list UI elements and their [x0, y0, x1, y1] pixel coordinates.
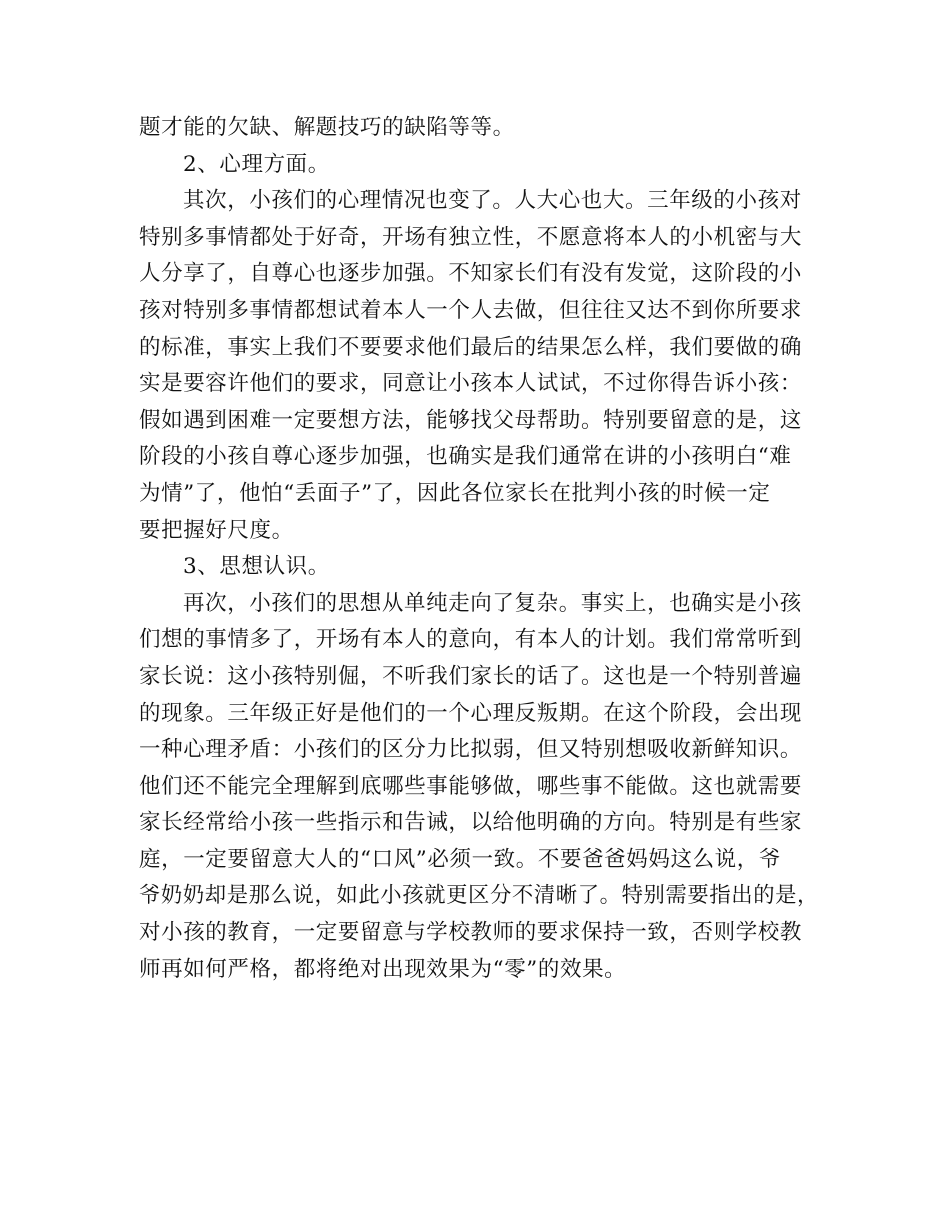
text-line-18: 一种心理矛盾：小孩们的区分力比拟弱，但又特别想吸收新鲜知识。 — [139, 737, 803, 763]
text-line-11: 为情”了，他怕“丢面子”了，因此各位家长在批判小孩的时候一定 — [139, 480, 771, 506]
text-line-1: 题才能的欠缺、解题技巧的缺陷等等。 — [139, 115, 515, 140]
text-line-6: 孩对特别多事情都想试着本人一个人去做，但往往又达不到你所要求 — [139, 297, 803, 323]
text-line-17: 的现象。三年级正好是他们的一个心理反叛期。在这个阶段，会出现 — [139, 700, 803, 726]
text-line-12: 要把握好尺度。 — [139, 517, 294, 543]
text-line-16: 家长说：这小孩特别倔，不听我们家长的话了。这也是一个特别普遍 — [139, 663, 803, 689]
text-line-13: 3、思想认识。 — [183, 554, 330, 580]
text-line-8: 实是要容许他们的要求，同意让小孩本人试试，不过你得告诉小孩： — [139, 371, 803, 397]
text-line-7: 的标准，事实上我们不要要求他们最后的结果怎么样，我们要做的确 — [139, 334, 803, 360]
text-line-15: 们想的事情多了，开场有本人的意向，有本人的计划。我们常常听到 — [139, 627, 803, 653]
text-line-21: 庭，一定要留意大人的“口风”必须一致。不要爸爸妈妈这么说，爷 — [139, 846, 781, 872]
text-line-5: 人分享了，自尊心也逐步加强。不知家长们有没有发觉，这阶段的小 — [139, 261, 803, 287]
text-line-22: 爷奶奶却是那么说，如此小孩就更区分不清晰了。特别需要指出的是， — [139, 883, 819, 909]
text-line-20: 家长经常给小孩一些指示和告诫，以给他明确的方向。特别是有些家 — [139, 810, 803, 836]
text-line-3: 其次，小孩们的心理情况也变了。人大心也大。三年级的小孩对 — [183, 188, 802, 214]
text-line-2: 2、心理方面。 — [183, 151, 330, 177]
text-line-19: 他们还不能完全理解到底哪些事能够做，哪些事不能做。这也就需要 — [139, 773, 803, 799]
text-line-14: 再次，小孩们的思想从单纯走向了复杂。事实上，也确实是小孩 — [183, 590, 802, 616]
text-line-10: 阶段的小孩自尊心逐步加强，也确实是我们通常在讲的小孩明白“难 — [139, 444, 792, 470]
text-line-4: 特别多事情都处于好奇，开场有独立性，不愿意将本人的小机密与大 — [139, 224, 803, 250]
text-line-23: 对小孩的教育，一定要留意与学校教师的要求保持一致，否则学校教 — [139, 920, 803, 946]
text-line-9: 假如遇到困难一定要想方法，能够找父母帮助。特别要留意的是，这 — [139, 407, 803, 433]
text-line-24: 师再如何严格，都将绝对出现效果为“零”的效果。 — [139, 956, 627, 982]
document-body — [139, 110, 819, 988]
